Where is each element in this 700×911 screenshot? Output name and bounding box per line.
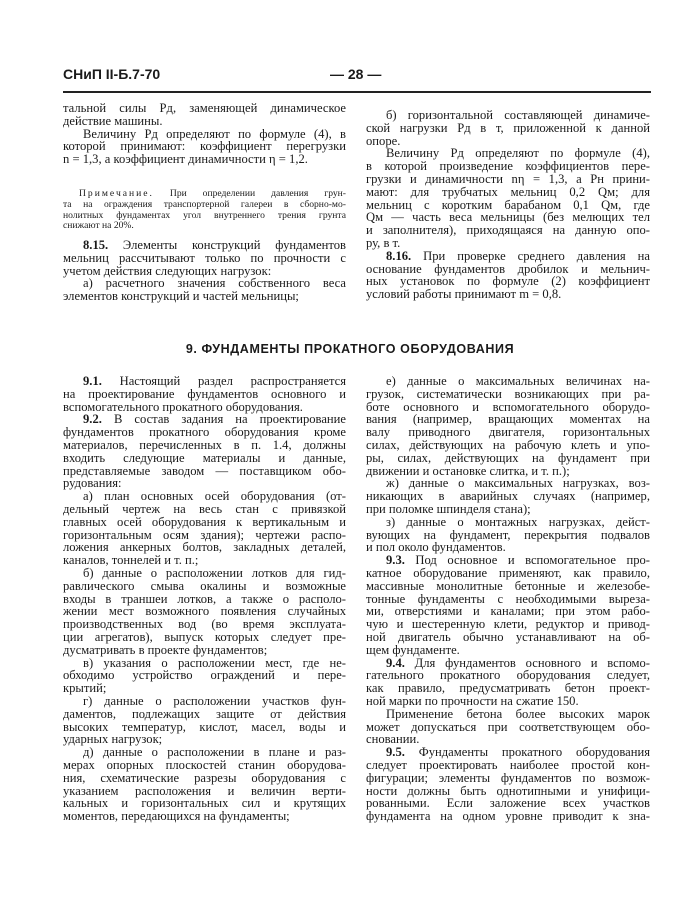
line-text: дельный чертеж на весь стан с привязкой	[63, 501, 346, 516]
line-text: которой принимают: коэффициент перегрузки	[63, 139, 346, 154]
line-text: условий работы принимают m = 0,8.	[366, 287, 562, 302]
line-text: Для фундаментов основного и вспомо-	[404, 655, 650, 670]
line-text: на проектирование фундаментов основного и	[63, 386, 346, 401]
line-text: кальных и горизонтальных сил и крутящих	[63, 796, 346, 811]
line-text: г) данные о расположении участков фун-	[83, 693, 346, 708]
line-text: чую и шестеренную клети, редуктор и привод-	[366, 617, 650, 632]
paragraph	[366, 516, 650, 554]
line-text: Величину Pд определяют по формуле (4),	[386, 146, 650, 161]
line-text: опоре.	[366, 133, 401, 148]
line-text: каналов, тоннелей и т. п.;	[63, 553, 199, 568]
line-text: главных осей оборудования к вертикальным и	[63, 514, 346, 529]
page-number: — 28 —	[330, 66, 382, 82]
line-text: как правило, предусматривать бетон проект-	[366, 681, 650, 696]
line-text: Фундаменты прокатного оборудования	[404, 745, 650, 760]
line-text: боте основного и вспомогательного оборудо-	[366, 399, 650, 414]
paragraph	[366, 746, 650, 823]
line-text: ции агрегатов), выпуск которых следует пре-	[63, 629, 346, 644]
line-text: мают: для трубчатых мельниц 0,2 Qм; для	[366, 184, 650, 199]
line-text: учетом действия следующих нагрузок:	[63, 263, 272, 278]
paragraph	[63, 413, 346, 490]
line-text: ской нагрузки Pд в т, приложенной к данной	[366, 120, 650, 135]
line-text: фундаментов прокатного оборудования кроме	[63, 425, 346, 440]
line-text: в которой произведение коэффициентов пере-	[366, 159, 650, 174]
clause-number: 8.15.	[83, 238, 109, 252]
paragraph	[366, 375, 650, 477]
note-text: снижают на 20%.	[63, 220, 134, 232]
line-text: ных установок по формуле (2) коэффициент	[366, 274, 650, 289]
line-text: рованными. Если заложение всех участков	[366, 796, 650, 811]
note-line	[63, 221, 346, 232]
line-text: валу приводного двигателя, горизонтальных	[366, 425, 650, 440]
clause-number: 8.16.	[386, 248, 412, 263]
line-text: может допускаться при соответствующем обо-	[366, 719, 650, 734]
line-text: мельниц рассчитывают только по прочности с	[63, 250, 346, 265]
text-line	[63, 290, 346, 303]
line-text: моментов, передающихся на фундаменты;	[63, 809, 290, 824]
paragraph	[63, 128, 346, 166]
line-text: Qм — часть веса мельницы (без мелющих тел	[366, 210, 650, 225]
line-text: б) данные о расположении лотков для гид-	[83, 565, 346, 580]
line-text: вания (например, вращающих моментах на	[366, 412, 650, 427]
paragraph	[366, 708, 650, 746]
text-line	[366, 810, 650, 823]
line-text: ложения анкерных болтов, закладных деталей,	[63, 540, 346, 555]
line-text: указанием расположения и величин верти-	[63, 783, 346, 798]
line-text: грузки и динамичности nη = 1,3, а Pн прини-	[366, 171, 650, 186]
paragraph	[366, 147, 650, 249]
line-text: сновании.	[366, 732, 420, 747]
text-line	[63, 810, 346, 823]
line-text: обходимо устройство ограждений и пере-	[63, 668, 346, 683]
line-text: мерах опорных плоскостей станин оборудова-	[63, 757, 346, 772]
text-line	[63, 153, 346, 166]
line-text: а) план основных осей оборудования (от-	[83, 489, 346, 504]
line-text: входить следующие материалы и данные,	[63, 450, 346, 465]
line-text: мельниц с коротким барабаном 0,1 Qм, где	[366, 197, 650, 212]
line-text: катное оборудование применяют, как правило,	[366, 565, 650, 580]
clause-number: 9.1.	[83, 374, 102, 388]
paragraph	[63, 375, 346, 413]
line-text: ры, силах, действующих на фундамент при	[366, 450, 650, 465]
line-text: ру, в т.	[366, 235, 401, 250]
note-text: нолитных фундаментах угол внутреннего трения грунта	[63, 209, 346, 221]
line-text: следует проектировать наиболее простой кон-	[366, 757, 650, 772]
line-text: высоких температур, кислот, масел, воды и	[63, 719, 346, 734]
note	[63, 189, 346, 232]
paragraph	[63, 657, 346, 695]
bottom-left-column	[63, 375, 346, 823]
clause-number: 9.4.	[386, 655, 405, 670]
paragraph	[366, 477, 650, 515]
line-text: представляемые заводом — поставщиком обо-	[63, 463, 346, 478]
line-text: Применение бетона более высоких марок	[386, 706, 650, 721]
line-text: производственных вод (во время эксплуата-	[63, 617, 346, 632]
line-text: гательного прокатного оборудования следует,	[366, 668, 650, 683]
line-text: движении и остановке слитка, и т. п.);	[366, 463, 570, 478]
line-text: ми, отверстиями и каналами; при этом рабо-	[366, 604, 650, 619]
note-text: та на ограждения транспортерной галереи в сборно-мо-	[63, 198, 346, 210]
line-text: и пол около фундаментов.	[366, 540, 506, 555]
line-text: д) данные о расположении в плане и раз-	[83, 745, 346, 760]
line-text: даментов, подлежащих защите от действия	[63, 706, 346, 721]
line-text: входы в траншеи лотков, а также о располо-	[63, 591, 346, 606]
bottom-right-column	[366, 375, 650, 823]
line-text: при поломке шпинделя стана);	[366, 501, 531, 516]
clause-number: 9.3.	[386, 553, 405, 568]
line-text: тальной силы Pд, заменяющей динамическое	[63, 101, 346, 115]
line-text: массивные монолитные бетонные и железобе-	[366, 578, 650, 593]
top-left-column-2	[63, 239, 346, 303]
line-text: материалов, перечисленных в п. 1.4, должны	[63, 437, 346, 452]
line-text: а) расчетного значения собственного веса	[83, 276, 346, 291]
line-text: вспомогательного прокатного оборудования.	[63, 399, 303, 414]
line-text: Элементы конструкций фундаментов	[108, 238, 346, 252]
line-text: Под основное и вспомогательное про-	[404, 553, 650, 568]
top-left-column	[63, 102, 346, 166]
line-text: б) горизонтальной составляющей динамиче-	[386, 108, 650, 122]
line-text: тонные фундаменты с необходимыми выреза-	[366, 591, 650, 606]
paragraph	[63, 102, 346, 128]
line-text: щем фундаменте.	[366, 642, 460, 657]
clause-number: 9.2.	[83, 412, 102, 427]
line-text: фигурации; элементы фундаментов по возмож-	[366, 770, 650, 785]
paragraph	[366, 554, 650, 656]
line-text: ной марки по прочности на сжатие 150.	[366, 693, 579, 708]
paragraph	[63, 695, 346, 746]
text-line	[366, 288, 650, 301]
text-line	[366, 122, 650, 135]
line-text: рудования:	[63, 476, 122, 491]
line-text: горизонтальным осям здания); чертежи распо-	[63, 527, 346, 542]
text-line	[366, 224, 650, 237]
line-text: В состав задания на проектирование	[101, 412, 346, 427]
document-code: СНиП II-Б.7-70	[63, 66, 161, 82]
line-text: действие машины.	[63, 113, 163, 128]
header-rule	[63, 91, 651, 93]
line-text: ударных нагрузок;	[63, 732, 163, 747]
note-label: Примечание.	[79, 188, 154, 199]
paragraph	[63, 567, 346, 657]
line-text: з) данные о монтажных нагрузках, дейст-	[386, 514, 650, 529]
line-text: При проверке среднего давления на	[411, 248, 650, 263]
line-text: равлического смыва окалины и возможные	[63, 578, 346, 593]
paragraph	[366, 657, 650, 708]
paragraph	[366, 250, 650, 301]
line-text: Величину Pд определяют по формуле (4), в	[83, 126, 346, 141]
line-text: фундамента на одном уровне приводит к зна-	[366, 809, 650, 824]
line-text: основание фундаментов дробилок и мельнич-	[366, 261, 650, 276]
line-text: силах, действующих на рабочую клеть и упо-	[366, 437, 650, 452]
line-text: ной двигатель обычно устанавливают на об-	[366, 629, 650, 644]
line-text: жении мест возможного появления случайных	[63, 604, 346, 619]
line-text: и заполнителя), приходящаяся на данную опо-	[366, 223, 650, 238]
paragraph	[63, 746, 346, 823]
line-text: е) данные о максимальных величинах на-	[386, 374, 650, 388]
top-right-column	[366, 109, 650, 301]
line-text: ж) данные о максимальных нагрузках, воз-	[386, 476, 650, 491]
line-text: крытий;	[63, 681, 107, 696]
line-text: ния, схематические разрезы оборудования с	[63, 770, 346, 785]
clause-number: 9.5.	[386, 745, 405, 760]
note-text: При определении давления грун-	[153, 188, 346, 199]
line-text: вующих на фундамент, перекрытия подвалов	[366, 527, 650, 542]
paragraph	[63, 277, 346, 303]
line-text: дусматривать в проекте фундаментов;	[63, 642, 268, 657]
paragraph	[63, 239, 346, 277]
section-heading: 9. ФУНДАМЕНТЫ ПРОКАТНОГО ОБОРУДОВАНИЯ	[185, 342, 515, 356]
line-text: Настоящий раздел распространяется	[101, 374, 346, 388]
line-text: никающих в аварийных случаях (например,	[366, 489, 650, 504]
line-text: элементов конструкций и частей мельницы;	[63, 289, 299, 304]
paragraph	[63, 490, 346, 567]
line-text: грузок, систематически возникающих при ра-	[366, 386, 650, 401]
paragraph	[366, 109, 650, 147]
line-text: n = 1,3, а коэффициент динамичности η = 1,2.	[63, 152, 308, 167]
line-text: в) указания о расположении мест, где не-	[83, 655, 346, 670]
line-text: ности должны быть однотипными и унифици-	[366, 783, 650, 798]
